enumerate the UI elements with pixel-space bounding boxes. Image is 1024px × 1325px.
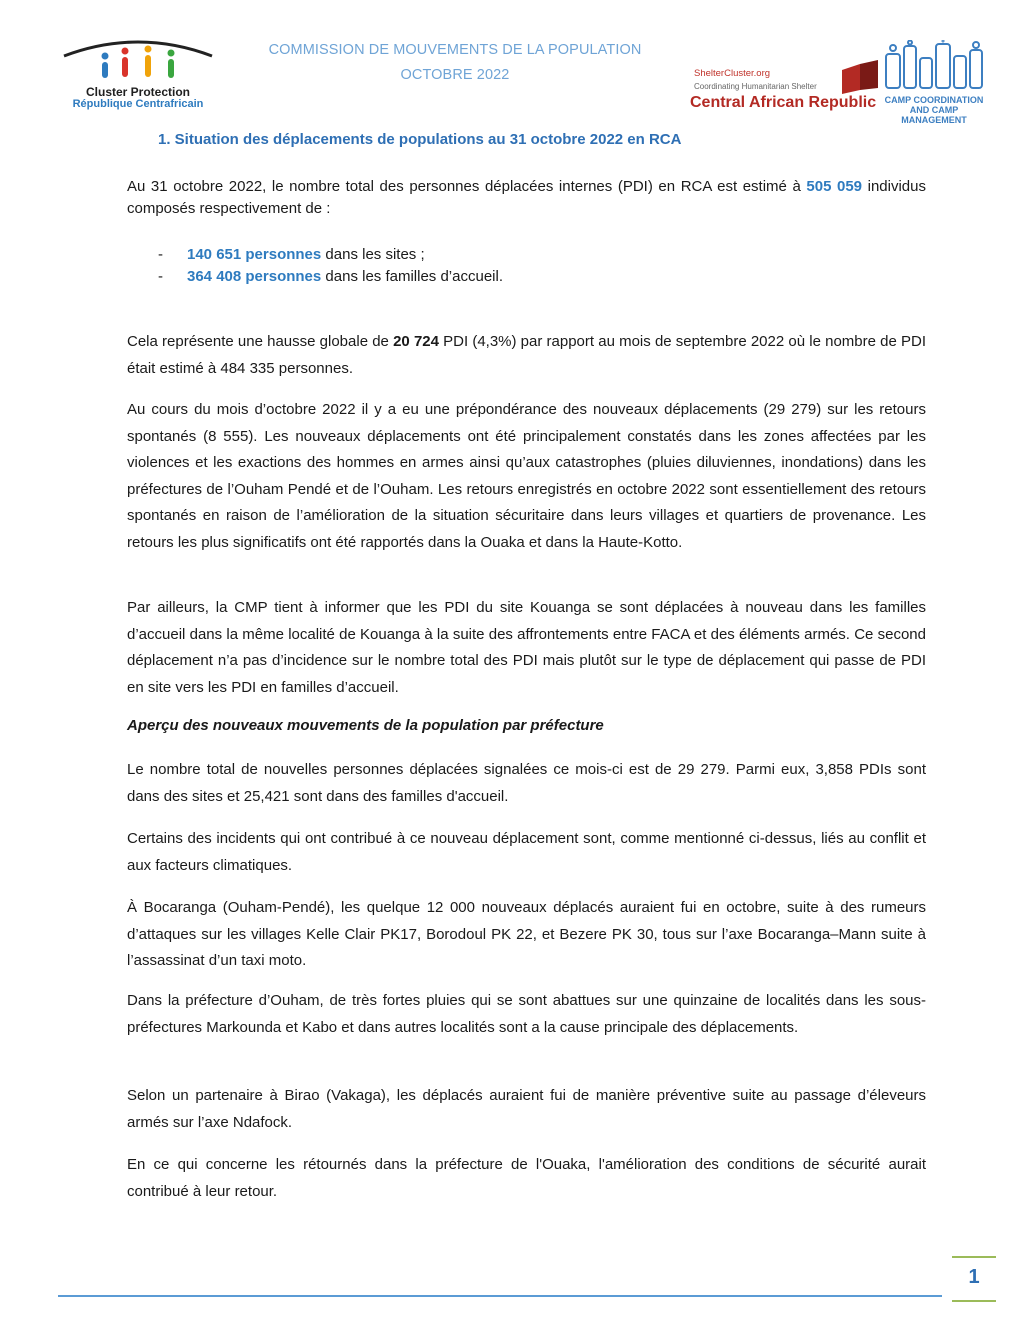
logo-subtitle: République Centrafricain (72, 98, 204, 110)
ouham-text: Dans la préfecture d’Ouham, de très fortes pluies qui se sont abattues sur une quinzaine de localités dans les sous-préfectures Markounda et Kabo et dans autres localités sont a la cause principale des déplacements. (127, 992, 926, 1036)
list-item (158, 266, 503, 288)
intro-text-after: individus composés respectivement de : (127, 178, 926, 217)
new-displacements-paragraph (127, 757, 926, 810)
bullet-text: dans les sites ; (321, 246, 425, 263)
birao-text: Selon un partenaire à Birao (Vakaga), les déplacés auraient fui de manière préventive suite au passage d’éleveurs armés sur l’axe Ndafock. (127, 1087, 926, 1131)
subsection-heading: Aperçu des nouveaux mouvements de la population par préfecture (127, 717, 604, 734)
page-number: 1 (968, 1266, 980, 1288)
cluster-protection-logo (58, 34, 218, 114)
bullet-dash: - (158, 246, 163, 263)
bullet-text: dans les familles d’accueil. (321, 268, 504, 285)
incidents-paragraph (127, 826, 926, 879)
hausse-text-before: Cela représente une hausse globale de (127, 333, 394, 350)
book-icon (840, 60, 880, 94)
movements-text: Au cours du mois d’octobre 2022 il y a eu une prépondérance des nouveaux déplacements (29 279) sur les retours spontanés (8 555). Les nouveaux déplacements ont été principalement constatés dans les zones affectées par les violences et les exactions des hommes en armes ainsi qu’aux catastrophes (pluies diluviennes, inondations) dans les préfectures de l’Ouham Pendé et de l’Ouham. Les retours enregistrés en octobre 2022 sont essentiellement des retours spontanés en raison de l’amélioration de la situation sécuritaire dans leurs villages et quartiers de provenance. Les retours les plus significatifs ont été rapportés dans la Ouaka et dans la Haute-Kotto. (127, 401, 926, 551)
kouanga-paragraph (127, 595, 926, 701)
movements-paragraph (127, 397, 926, 556)
cccm-text (880, 95, 988, 125)
tents-people-icon (880, 40, 988, 94)
bullet-highlight: 140 651 personnes (187, 246, 322, 263)
logo-title: Cluster Protection (85, 85, 190, 99)
hausse-text-after: PDI (4,3%) par rapport au mois de septembre 2022 où le nombre de PDI était estimé à 484 335 personnes. (127, 333, 926, 377)
hausse-value: 20 724 (393, 333, 439, 350)
list-item (158, 244, 425, 266)
shelter-cluster-logo (690, 60, 890, 120)
bullet-dash: - (158, 268, 163, 285)
bocaranga-text: À Bocaranga (Ouham-Pendé), les quelque 12 000 nouveaux déplacés auraient fui en octobre, suite à des rumeurs d’attaques sur les villages Kelle Clair PK17, Borodoul PK 22, et Bezere PK 30, tous sur l’axe Bocaranga–Mann suite à l’assassinat d’un taxi moto. (127, 899, 926, 969)
bocaranga-paragraph (127, 895, 926, 975)
kouanga-text: Par ailleurs, la CMP tient à informer que les PDI du site Kouanga se sont déplacées à nouveau dans les familles d’accueil dans la même localité de Kouanga à la suite des affrontements entre FACA et des éléments armés. Ce second déplacement n’a pas d’incidence sur le nombre total des PDI mais plutôt sur le type de déplacement qui passe de PDI en site vers les PDI en familles d’accueil. (127, 599, 926, 696)
ouham-paragraph (127, 988, 926, 1041)
intro-text-before: Au 31 octobre 2022, le nombre total des personnes déplacées internes (PDI) en RCA est estimé à (127, 178, 807, 195)
shelter-tagline: Coordinating Humanitarian Shelter (694, 82, 817, 91)
page-number-box (952, 1256, 996, 1302)
ouaka-paragraph (127, 1152, 926, 1205)
birao-paragraph (127, 1083, 926, 1136)
header-title-line2: OCTOBRE 2022 (400, 67, 510, 83)
cccm-logo (880, 40, 990, 125)
shelter-country: Central African Republic (690, 94, 877, 111)
cccm-line2: AND CAMP MANAGEMENT (901, 105, 967, 125)
intro-paragraph (127, 176, 926, 220)
incidents-text: Certains des incidents qui ont contribué à ce nouveau déplacement sont, comme mentionné ci-dessus, liés au conflit et aux facteurs climatiques. (127, 830, 926, 874)
ouaka-text: En ce qui concerne les rétournés dans la préfecture de l'Ouaka, l'amélioration des conditions de sécurité aurait contribué à leur retour. (127, 1156, 926, 1200)
new-displacements-text: Le nombre total de nouvelles personnes déplacées signalées ce mois-ci est de 29 279. Parmi eux, 3,858 PDIs sont dans des sites et 25,421 sont dans des familles d'accueil. (127, 761, 926, 805)
hausse-paragraph (127, 329, 926, 382)
shelter-site: ShelterCluster.org (694, 68, 771, 79)
footer-divider (58, 1295, 942, 1297)
document-header-title (230, 38, 680, 88)
total-pdi-value: 505 059 (806, 178, 863, 195)
cccm-line1: CAMP COORDINATION (884, 95, 984, 105)
people-figures-icon (58, 34, 218, 86)
bullet-highlight: 364 408 personnes (187, 268, 322, 285)
header-title-line1: COMMISSION DE MOUVEMENTS DE LA POPULATION (268, 42, 642, 58)
section-heading: 1. Situation des déplacements de populations au 31 octobre 2022 en RCA (158, 131, 682, 148)
